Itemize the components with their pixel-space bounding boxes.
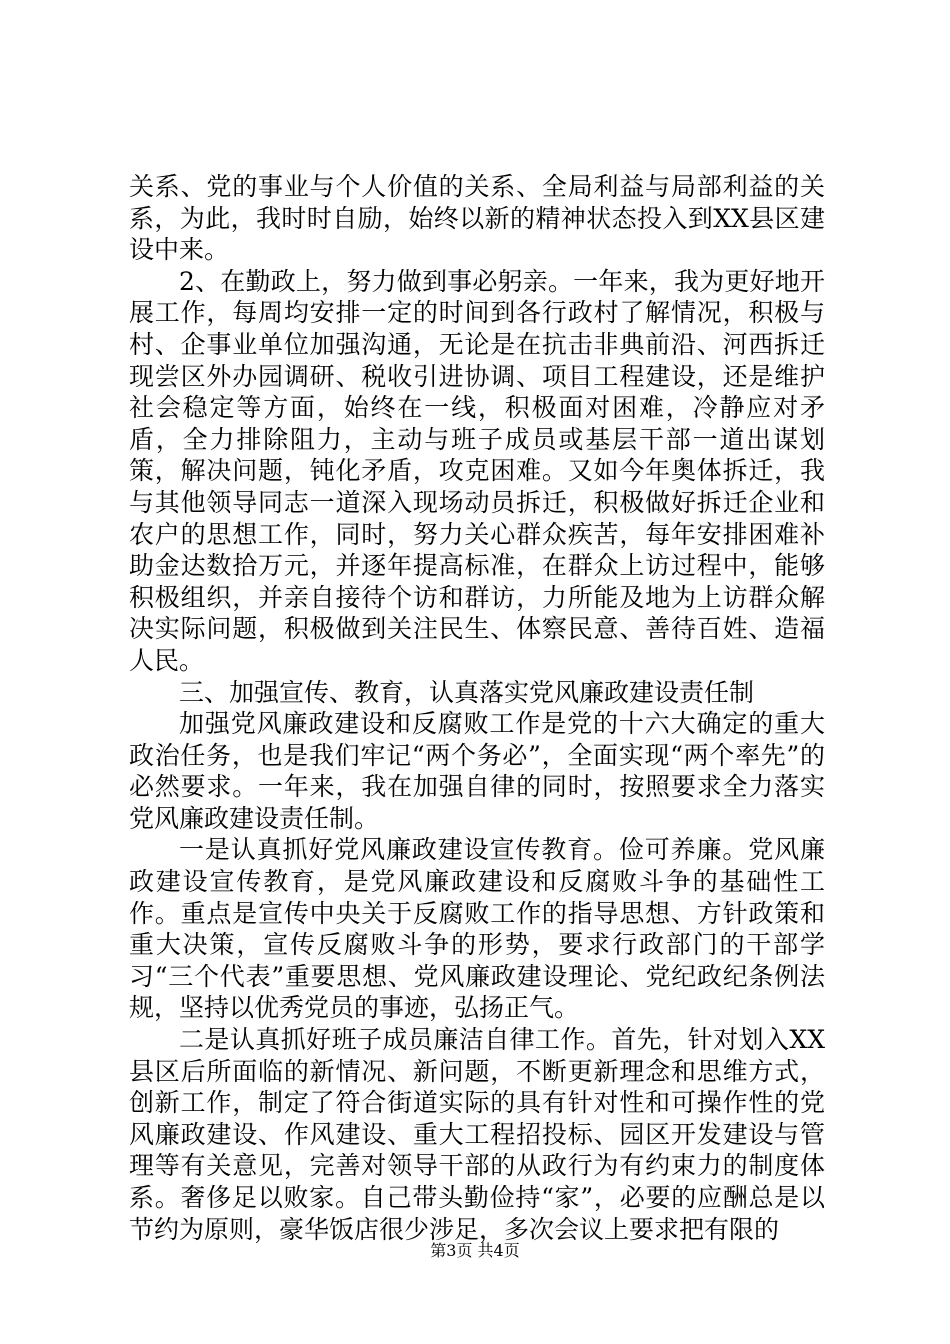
- document-body: [129, 171, 825, 1245]
- paragraph-2: 2、在勤政上，努力做到事必躬亲。一年来，我为更好地开展工作，每周均安排一定的时间到各行政村了解情况，积极与村、企事业单位加强沟通，无论是在抗击非典前沿、河西拆迁现尝区外办园调研、税收引进协调、项目工程建设，还是维护社会稳定等方面，始终在一线，积极面对困难，冷静应对矛盾，全力排除阻力，主动与班子成员或基层干部一道出谋划策，解决问题，钝化矛盾，攻克困难。又如今年奥体拆迁，我与其他领导同志一道深入现场动员拆迁，积极做好拆迁企业和农户的思想工作，同时，努力关心群众疾苦，每年安排困难补助金达数拾万元，并逐年提高标准，在群众上访过程中，能够积极组织，并亲自接待个访和群访，力所能及地为上访群众解决实际问题，积极做到关注民生、体察民意、善待百姓、造福人民。: [129, 266, 825, 675]
- paragraph-4: 加强党风廉政建设和反腐败工作是党的十六大确定的重大政治任务，也是我们牢记“两个务必”，全面实现“两个率先”的必然要求。一年来，我在加强自律的同时，按照要求全力落实党风廉政建设责任制。: [129, 709, 825, 833]
- paragraph-1: 关系、党的事业与个人价值的关系、全局利益与局部利益的关系，为此，我时时自励，始终以新的精神状态投入到XX县区建设中来。: [129, 172, 825, 265]
- paragraph-5: 一是认真抓好党风廉政建设宣传教育。俭可养廉。党风廉政建设宣传教育，是党风廉政建设和反腐败斗争的基础性工作。重点是宣传中央关于反腐败工作的指导思想、方针政策和重大决策，宣传反腐败斗争的形势，要求行政部门的干部学习“三个代表”重要思想、党风廉政建设理论、党纪政纪条例法规，坚持以优秀党员的事迹，弘扬正气。: [129, 835, 825, 1023]
- page-number-footer: 第3页 共4页: [430, 1241, 520, 1260]
- paragraph-6: 二是认真抓好班子成员廉洁自律工作。首先，针对划入XX县区后所面临的新情况、新问题，不断更新理念和思维方式，创新工作，制定了符合街道实际的具有针对性和可操作性的党风廉政建设、作风建设、重大工程招投标、园区开发建设与管理等有关意见，完善对领导干部的从政行为有约束力的制度体系。奢侈足以败家。自己带头勤俭持“家”，必要的应酬总是以节约为原则，豪华饭店很少涉足，多次会议上要求把有限的: [129, 1025, 825, 1244]
- section-heading-3: 三、加强宣传、教育，认真落实党风廉政建设责任制: [179, 677, 755, 707]
